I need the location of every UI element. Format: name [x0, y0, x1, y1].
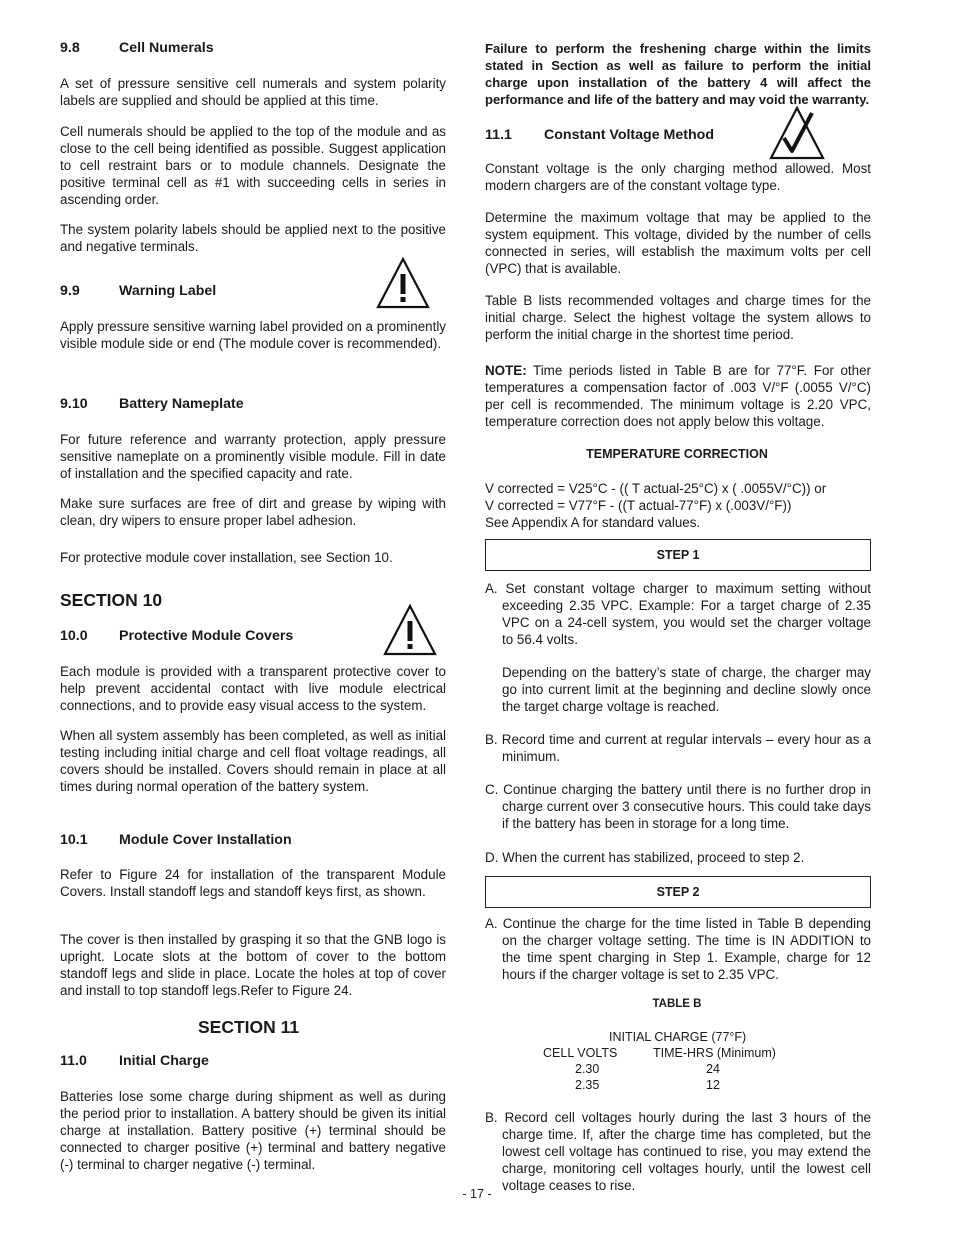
section-title: Initial Charge	[119, 1053, 209, 1069]
formula-line: V corrected = V77°F - ((T actual-77°F) x (.003V/°F))	[485, 498, 792, 513]
paragraph: Apply pressure sensitive warning label provided on a prominently visible module side or end (The module cover is recommended).	[60, 319, 446, 351]
table-header: TIME-HRS (Minimum)	[653, 1046, 776, 1060]
paragraph: A set of pressure sensitive cell numerals and system polarity labels are supplied and should be applied at this time.	[60, 76, 446, 108]
step-item: B. Record time and current at regular intervals – every hour as a minimum.	[485, 732, 871, 764]
table-header: CELL VOLTS	[543, 1046, 618, 1060]
section-number: 11.1	[485, 127, 512, 143]
paragraph: Refer to Figure 24 for installation of the transparent Module Covers. Install standoff legs and standoff keys first, as shown.	[60, 867, 446, 899]
paragraph: Constant voltage is the only charging method allowed. Most modern chargers are of the constant voltage type.	[485, 161, 871, 193]
step-item-continued: Depending on the battery’s state of charge, the charger may go into current limit at the beginning and decline slowly once the target charge voltage is reached.	[502, 665, 871, 714]
formula-line: V corrected = V25°C - (( T actual-25°C) x ( .0055V/°C)) or	[485, 481, 827, 496]
paragraph: Each module is provided with a transparent protective cover to help prevent accidental contact with live module electrical connections, and to provide easy visual access to the system.	[60, 664, 446, 713]
table-b-title: TABLE B	[652, 998, 702, 1010]
paragraph: For protective module cover installation, see Section 10.	[60, 550, 393, 565]
section-number: 9.9	[60, 283, 80, 299]
paragraph: When all system assembly has been completed, as well as initial testing including initial charge and cell float voltage readings, all covers should be installed. Covers should remain in place at all times during normal operation of the battery system.	[60, 728, 446, 794]
step-item: A. Continue the charge for the time listed in Table B depending on the charger voltage setting. The time is IN ADDITION to the time spent charging in Step 1. Example, charge for 12 hours if the charger voltage is set to 2.35 VPC.	[485, 916, 871, 982]
heading-9-8	[60, 39, 446, 57]
paragraph: The cover is then installed by grasping it so that the GNB logo is upright. Locate slots at the bottom of cover to the bottom standoff legs and slide in place. Locate the holes at top of cover and install to top standoff legs.Refer to Figure 24.	[60, 932, 446, 998]
heading-10-1	[60, 831, 446, 849]
section-number: 10.0	[60, 628, 88, 644]
note-label: NOTE:	[485, 363, 527, 378]
section-heading: SECTION 11	[198, 1017, 300, 1037]
section-number: 11.0	[60, 1053, 87, 1069]
checkmark-icon	[768, 105, 826, 161]
table-row	[485, 1077, 871, 1093]
heading-11-0	[60, 1052, 446, 1070]
note-text: Time periods listed in Table B are for 77°F. For other temperatures a compensation factor of .003 V/°F (.0055 V/°C) per cell is recommended. The minimum voltage is 2.20 VPC, temperature correction does not apply below this voltage.	[485, 363, 871, 429]
section-number: 10.1	[60, 832, 88, 848]
table-cell: 24	[706, 1062, 720, 1076]
section-heading: SECTION 10	[60, 590, 163, 610]
page-number: - 17 -	[462, 1187, 492, 1201]
paragraph: Batteries lose some charge during shipment as well as during the period prior to installation. A battery should be given its initial charge at installation. Battery positive (+) terminal should be connected to charger positive (+) terminal and battery negative (-) terminal to charger negative (-) terminal.	[60, 1089, 446, 1172]
section-number: 9.8	[60, 40, 80, 56]
paragraph: The system polarity labels should be applied next to the positive and negative terminals.	[60, 222, 446, 254]
step-2-box: STEP 2	[485, 876, 871, 908]
section-title: Constant Voltage Method	[544, 127, 714, 143]
step-item: A. Set constant voltage charger to maximum setting without exceeding 2.35 VPC. Example: For a target charge of 2.35 VPC on a 24-cell system, you would set the charger voltage to 56.4 volts.	[485, 581, 871, 647]
section-number: 9.10	[60, 396, 88, 412]
step-item: D. When the current has stabilized, proceed to step 2.	[485, 850, 805, 865]
temperature-correction-title: TEMPERATURE CORRECTION	[586, 447, 768, 461]
section-title: Module Cover Installation	[119, 832, 292, 848]
step-1-box: STEP 1	[485, 539, 871, 571]
table-caption: INITIAL CHARGE (77°F)	[609, 1030, 747, 1044]
table-row	[485, 1061, 871, 1077]
warning-triangle-icon	[375, 256, 431, 310]
table-cell: 2.30	[575, 1062, 600, 1076]
section-title: Warning Label	[119, 283, 217, 299]
section-title: Protective Module Covers	[119, 628, 294, 644]
paragraph: Determine the maximum voltage that may be applied to the system equipment. This voltage, divided by the number of cells connected in series, will establish the maximum volts per cell (VPC) that is available.	[485, 210, 871, 276]
section-title: Battery Nameplate	[119, 396, 244, 412]
table-b	[485, 1029, 871, 1093]
section-title: Cell Numerals	[119, 40, 214, 56]
step-item: C. Continue charging the battery until there is no further drop in charge current over 3 consecutive hours. This could take days if the battery has been in storage for a long time.	[485, 782, 871, 831]
paragraph: For future reference and warranty protection, apply pressure sensitive nameplate on a prominently visible module. Fill in date of installation and the specified capacity and rate.	[60, 432, 446, 481]
formula-line: See Appendix A for standard values.	[485, 515, 701, 530]
table-cell: 2.35	[575, 1078, 600, 1092]
paragraph: Make sure surfaces are free of dirt and grease by wiping with clean, dry wipers to ensure proper label adhesion.	[60, 496, 446, 528]
note-paragraph	[485, 362, 871, 430]
table-cell: 12	[706, 1078, 720, 1092]
paragraph: Cell numerals should be applied to the top of the module and as close to the cell being identified as possible. Suggest application to cell restraint bars or to module channels. Designate the positive terminal cell as #1 with succeeding cells in series in ascending order.	[60, 124, 446, 207]
step-item: B. Record cell voltages hourly during the last 3 hours of the charge time. If, after the charge time has completed, but the lowest cell voltage has continued to rise, you may extend the charge, monitoring cell voltages hourly, until the lowest cell voltage ceases to rise.	[485, 1110, 871, 1193]
warning-triangle-icon	[382, 603, 438, 657]
paragraph: Table B lists recommended voltages and charge times for the initial charge. Select the highest voltage the system allows to perform the initial charge in the shortest time period.	[485, 293, 871, 342]
heading-9-10	[60, 395, 446, 413]
warranty-warning-note: Failure to perform the freshening charge within the limits stated in Section as well as failure to perform the initial charge upon installation of the battery 4 will affect the performance and life of the battery and may void the warranty.	[485, 41, 871, 107]
